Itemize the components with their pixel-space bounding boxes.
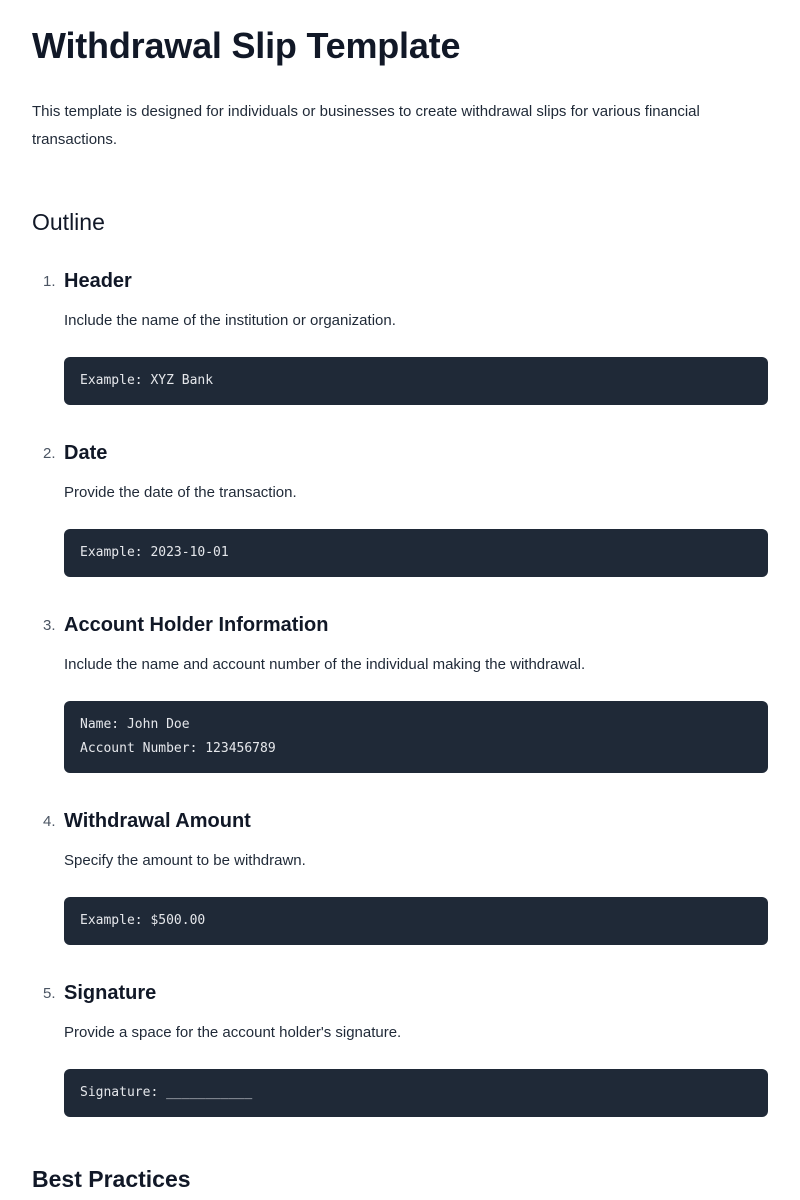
item-description: Provide a space for the account holder's signature. <box>64 1024 402 1041</box>
outline-item-date <box>32 438 768 577</box>
outline-item-signature <box>32 978 768 1117</box>
code-block: Signature: ___________ <box>64 1069 768 1117</box>
item-description: Include the name of the institution or organization. <box>64 312 396 329</box>
outline-item-withdrawal-amount <box>32 806 768 945</box>
page-title: Withdrawal Slip Template <box>32 25 461 66</box>
item-number: 1. <box>43 273 56 290</box>
code-block: Example: 2023-10-01 <box>64 529 768 577</box>
outline-list <box>32 266 768 1117</box>
item-title: Date <box>64 442 108 464</box>
code-block: Example: $500.00 <box>64 897 768 945</box>
best-practices-heading: Best Practices <box>32 1166 191 1192</box>
item-description: Provide the date of the transaction. <box>64 484 297 501</box>
item-title: Header <box>64 270 132 292</box>
item-number: 4. <box>43 813 56 830</box>
item-number: 2. <box>43 445 56 462</box>
code-block: Name: John Doe Account Number: 123456789 <box>64 701 768 773</box>
item-description: Specify the amount to be withdrawn. <box>64 852 306 869</box>
item-number: 5. <box>43 985 56 1002</box>
item-number: 3. <box>43 617 56 634</box>
item-title: Withdrawal Amount <box>64 810 251 832</box>
code-block: Example: XYZ Bank <box>64 357 768 405</box>
intro-paragraph: This template is designed for individuals or businesses to create withdrawal slips for various financial transactions. <box>32 103 700 148</box>
item-title: Signature <box>64 982 157 1004</box>
outline-item-account-holder <box>32 610 768 773</box>
item-description: Include the name and account number of the individual making the withdrawal. <box>64 656 586 673</box>
outline-heading: Outline <box>32 209 105 235</box>
item-title: Account Holder Information <box>64 614 329 636</box>
outline-item-header <box>32 266 768 405</box>
